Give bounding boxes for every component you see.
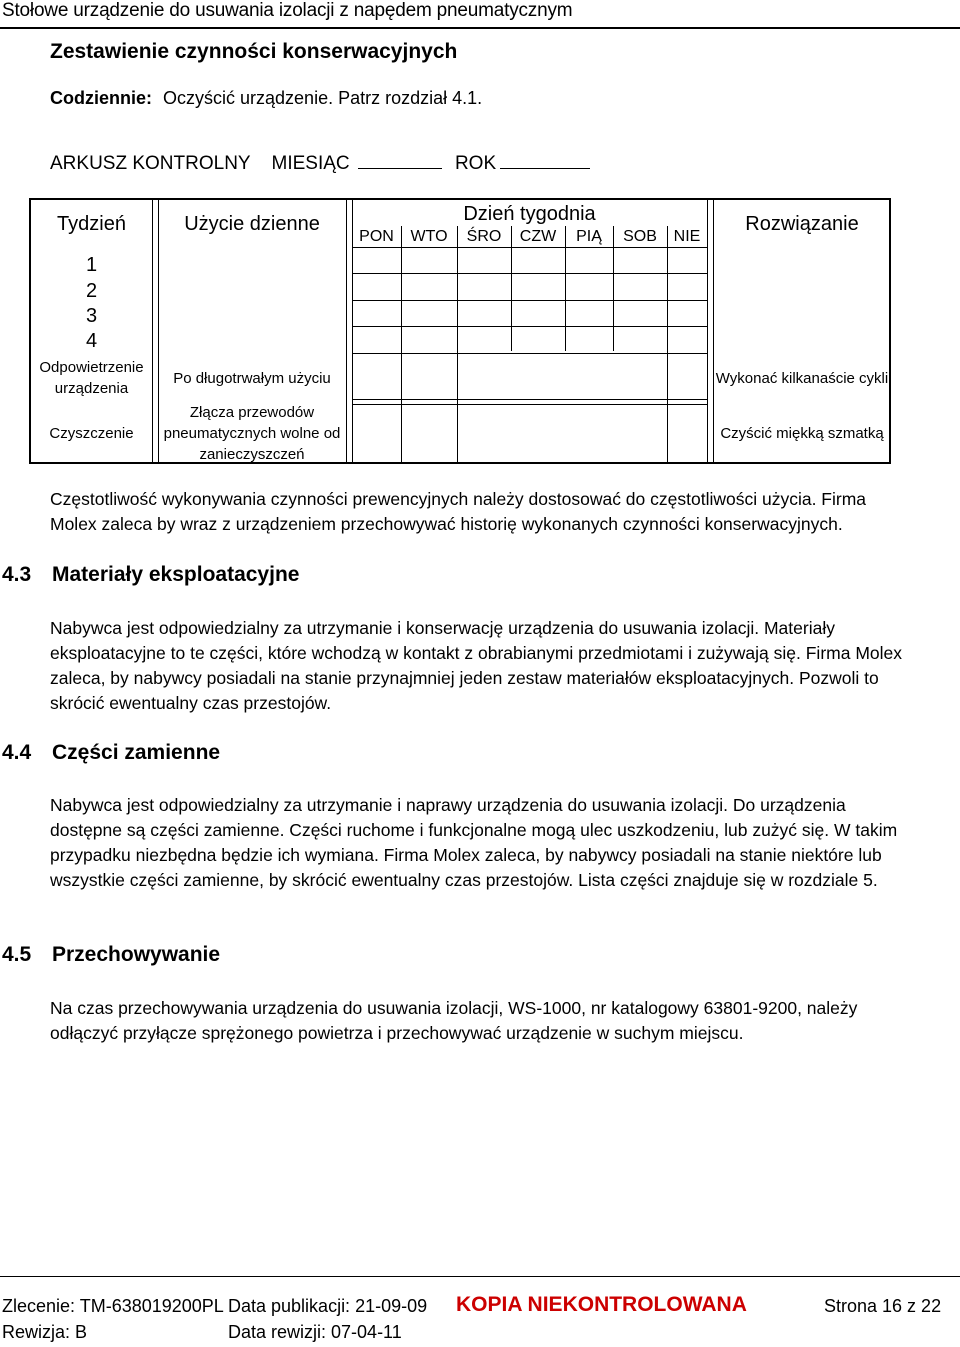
week-number: 1: [85, 253, 98, 276]
week-number: 4: [85, 329, 98, 352]
month-blank: [358, 167, 442, 169]
header-usage: Użycie dzienne: [184, 212, 320, 235]
year-blank: [500, 167, 590, 169]
footer-pub-date: Data publikacji: 21-09-09: [228, 1296, 428, 1316]
header-week: Tydzień: [57, 212, 126, 235]
day-fri: PIĄ: [576, 228, 602, 245]
col-divider: [152, 200, 153, 462]
control-sheet-table: [29, 198, 891, 464]
footer-revision: Rewizja: B: [2, 1322, 88, 1342]
row-label-venting: Odpowietrzenie urządzenia: [39, 359, 144, 397]
col-divider: [346, 200, 347, 462]
col-divider: [707, 200, 708, 462]
row-divider: [352, 300, 707, 301]
section-number: 4.5: [2, 943, 32, 966]
day-divider: [401, 226, 402, 462]
section-heading-text: Materiały eksploatacyjne: [52, 563, 300, 586]
day-sat: SOB: [623, 228, 657, 245]
section-heading-text: Przechowywanie: [52, 943, 221, 966]
row-label-cleaning: Czyszczenie: [49, 424, 134, 442]
day-thu: CZW: [519, 228, 557, 245]
day-divider: [667, 226, 668, 462]
section-heading-4-3: [2, 563, 602, 591]
frequency-note: Częstotliwość wykonywania czynności prewencyjnych należy dostosować do częstotliwości użycia. Firma Molex zaleca by wraz z urządzeniem przechowywać historię wykonanych czynności konserwacyjnych.: [50, 489, 867, 534]
section-heading-text: Części zamienne: [52, 741, 221, 764]
day-mon: PON: [359, 228, 394, 245]
daily-instruction: [50, 88, 482, 109]
row-divider: [352, 353, 707, 354]
week-number: 2: [85, 279, 98, 302]
year-label: ROK: [454, 153, 497, 174]
week-number: 3: [85, 304, 98, 327]
footer-order: Zlecenie: TM-638019200PL: [2, 1296, 224, 1316]
row-usage-cleaning: Złącza przewodów pneumatycznych wolne od zanieczyszczeń: [163, 403, 341, 463]
daily-label: Codziennie:: [50, 88, 152, 108]
section-heading-4-4: [2, 741, 602, 769]
header-day-of-week: Dzień tygodnia: [463, 202, 596, 225]
footer-uncontrolled-copy: KOPIA NIEKONTROLOWANA: [456, 1293, 747, 1316]
section-heading-4-5: [2, 943, 602, 971]
row-divider: [352, 399, 707, 400]
sheet-heading: [50, 153, 590, 175]
month-label: MIESIĄC: [271, 153, 350, 174]
section-body-4-3: Nabywca jest odpowiedzialny za utrzymanie i konserwację urządzenia do usuwania izolacji. Materiały eksploatacyjne to te części, które wchodzą w kontakt z obrabianymi przedmiotami i zużywają się. Firma Molex zaleca, by nabywcy posiadali na stanie przynajmniej jeden zestaw materiałów eksploatacyjnych. Pozwoli to skrócić ewentualny czas przestojów.: [50, 618, 903, 713]
section-title: Zestawienie czynności konserwacyjnych: [50, 40, 458, 63]
section-body-4-5: Na czas przechowywania urządzenia do usuwania izolacji, WS-1000, nr katalogowy 63801-9200, należy odłączyć przyłącze sprężonego powietrza i przechowywać urządzenie w suchym miejscu.: [50, 998, 858, 1043]
sheet-title: ARKUSZ KONTROLNY: [50, 153, 251, 174]
row-solution-venting: Wykonać kilkanaście cykli: [715, 369, 889, 387]
day-tue: WTO: [410, 228, 448, 245]
day-divider: [457, 226, 458, 462]
document-header-title: Stołowe urządzenie do usuwania izolacji z napędem pneumatycznym: [2, 0, 573, 21]
row-divider: [352, 404, 707, 405]
footer-rev-date: Data rewizji: 07-04-11: [228, 1322, 402, 1342]
footer-rule: [0, 1276, 960, 1277]
header-solution: Rozwiązanie: [745, 212, 859, 235]
footer-page-number: Strona 16 z 22: [824, 1296, 942, 1316]
day-sun: NIE: [673, 228, 701, 245]
row-usage-venting: Po długotrwałym użyciu: [173, 369, 331, 387]
section-body-4-4: Nabywca jest odpowiedzialny za utrzymanie i naprawy urządzenia do usuwania izolacji. Do urządzenia dostępne są części zamienne. Części ruchome i funkcjonalne mogą ulec uszkodzeniu, lub zużyć się. W takim przypadku niezbędna będzie ich wymiana. Firma Molex zaleca, by nabywcy posiadali na stanie niektóre lub wszystkie części zamienne, by skrócić ewentualny czas przestojów. Lista części znajduje się w rozdziale 5.: [50, 795, 898, 890]
day-wed: ŚRO: [466, 228, 502, 245]
daily-text: Oczyścić urządzenie. Patrz rozdział 4.1.: [163, 88, 483, 108]
row-divider: [352, 273, 707, 274]
row-divider: [352, 326, 707, 327]
section-number: 4.3: [2, 563, 32, 586]
header-rule: [0, 27, 960, 29]
section-number: 4.4: [2, 741, 32, 764]
row-solution-cleaning: Czyścić miękką szmatką: [720, 424, 884, 442]
